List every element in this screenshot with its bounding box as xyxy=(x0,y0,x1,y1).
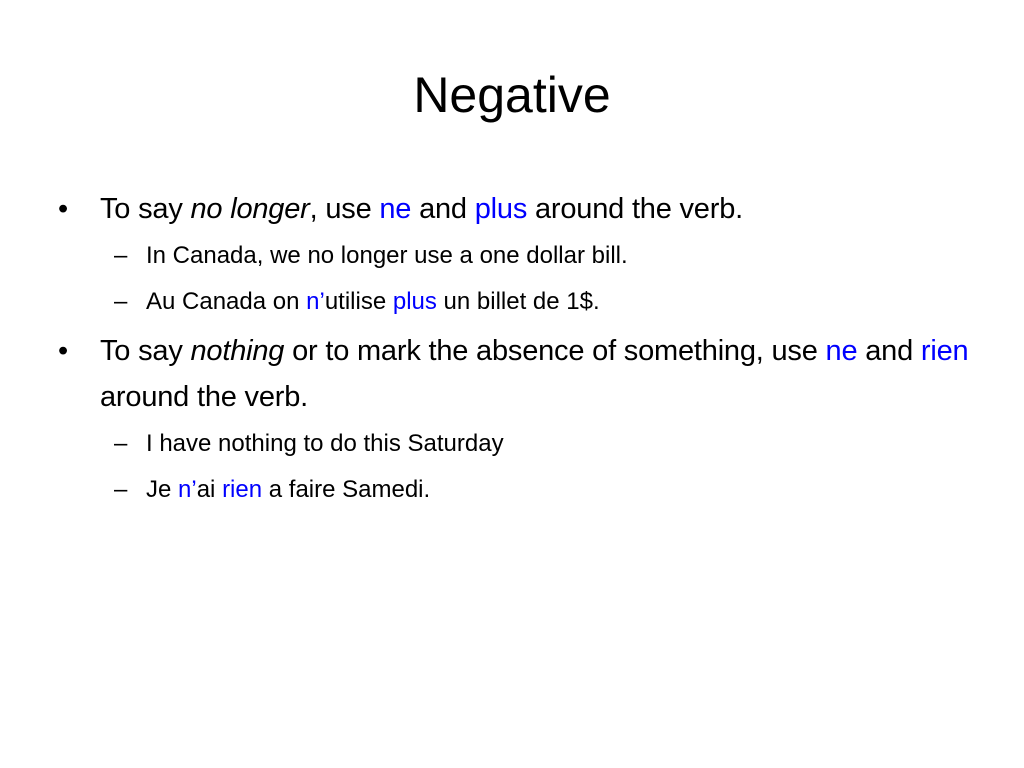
sub-item-text: Au Canada on xyxy=(146,288,307,315)
keyword-n: n’ xyxy=(178,476,197,503)
keyword-ne: ne xyxy=(825,335,858,367)
sub-item-text: a faire Samedi. xyxy=(262,476,431,503)
bullet-text: around the verb. xyxy=(100,381,308,413)
slide-content xyxy=(56,186,976,516)
bullet-italic-term: no longer xyxy=(190,193,310,225)
bullet-text: around the verb. xyxy=(527,193,743,225)
dash-icon: – xyxy=(114,288,128,315)
sub-item-text: In Canada, we no longer use a one dollar bill. xyxy=(146,242,628,269)
sub-item-english-example xyxy=(56,424,976,464)
slide-title: Negative xyxy=(413,67,611,123)
dash-icon: – xyxy=(114,476,128,503)
bullet-text: To say xyxy=(100,335,191,367)
bullet-nothing xyxy=(56,328,976,420)
sub-item-french-example xyxy=(56,282,976,322)
keyword-ne: ne xyxy=(379,193,412,225)
sub-item-text: utilise xyxy=(324,288,393,315)
dash-icon: – xyxy=(114,242,128,269)
sub-item-text: un billet de 1$. xyxy=(436,288,600,315)
bullet-text: , use xyxy=(309,193,380,225)
bullet-no-longer xyxy=(56,186,976,232)
keyword-plus: plus xyxy=(474,193,528,225)
sub-item-text: ai xyxy=(196,476,223,503)
sub-item-french-example xyxy=(56,470,976,510)
bullet-text: To say xyxy=(100,193,191,225)
bullet-text: and xyxy=(857,335,921,367)
keyword-plus: plus xyxy=(392,288,437,315)
dash-icon: – xyxy=(114,430,128,457)
bullet-italic-term: nothing xyxy=(190,335,285,367)
bullet-icon: • xyxy=(58,335,68,367)
bullet-icon: • xyxy=(58,193,68,225)
sub-item-english-example xyxy=(56,236,976,276)
sub-item-text: I have nothing to do this Saturday xyxy=(146,430,504,457)
bullet-text: or to mark the absence of something, use xyxy=(284,335,826,367)
keyword-rien: rien xyxy=(222,476,263,503)
keyword-rien: rien xyxy=(920,335,969,367)
sub-item-text: Je xyxy=(146,476,179,503)
keyword-n: n’ xyxy=(306,288,325,315)
bullet-text: and xyxy=(411,193,475,225)
